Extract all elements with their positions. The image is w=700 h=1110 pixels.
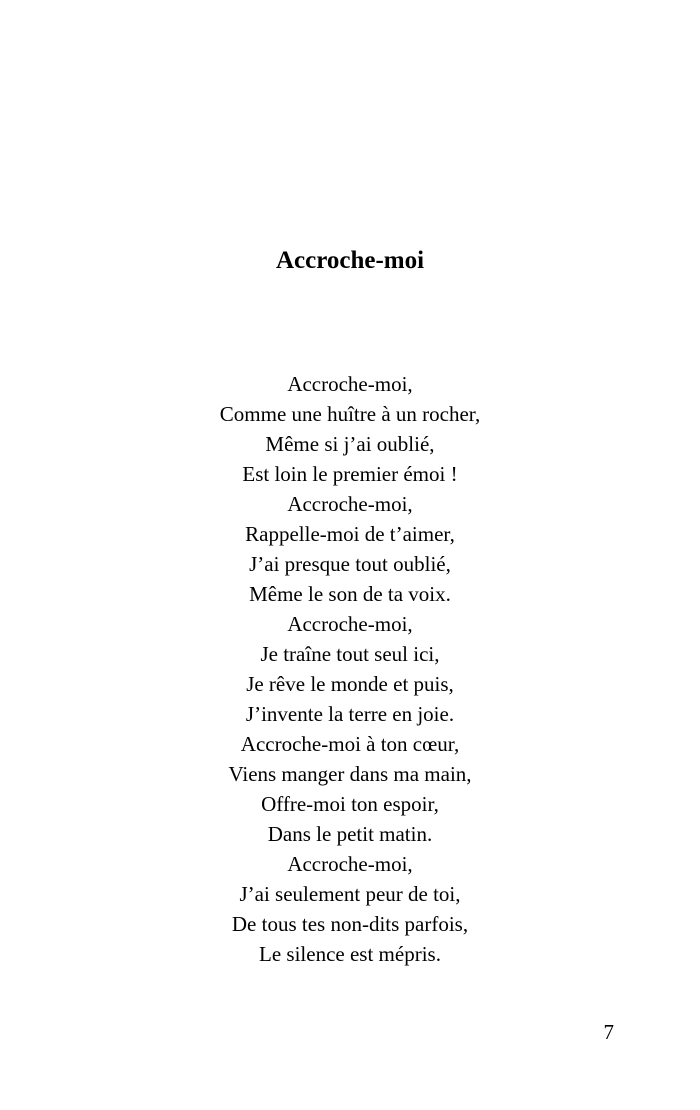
poem-line: Comme une huître à un rocher,: [219, 402, 481, 426]
poem-line: Même le son de ta voix.: [249, 582, 451, 606]
poem-line: Accroche-moi,: [287, 852, 413, 876]
poem-line: J’ai presque tout oublié,: [249, 552, 451, 576]
page-number: 7: [603, 1020, 614, 1044]
poem-line: Même si j’ai oublié,: [265, 432, 435, 456]
poem-line: Rappelle-moi de t’aimer,: [245, 522, 455, 546]
poem-line: Accroche-moi à ton cœur,: [240, 732, 460, 756]
poem-line: Dans le petit matin.: [267, 822, 433, 846]
poem-line: De tous tes non-dits parfois,: [231, 912, 469, 936]
poem-line: Accroche-moi,: [287, 372, 413, 396]
poem-title: Accroche-moi: [275, 247, 425, 274]
poem-line: Est loin le premier émoi !: [242, 462, 458, 486]
poem-line: Accroche-moi,: [287, 492, 413, 516]
poem-line: J’invente la terre en joie.: [245, 702, 455, 726]
poem-line: Offre-moi ton espoir,: [261, 792, 439, 816]
poem-line: Accroche-moi,: [287, 612, 413, 636]
poem-line: Je rêve le monde et puis,: [246, 672, 454, 696]
poem-line: Le silence est mépris.: [259, 942, 441, 966]
poem-line: Je traîne tout seul ici,: [260, 642, 440, 666]
poem-line: Viens manger dans ma main,: [228, 762, 472, 786]
poem-line: J’ai seulement peur de toi,: [239, 882, 461, 906]
poem-body: [0, 369, 700, 969]
